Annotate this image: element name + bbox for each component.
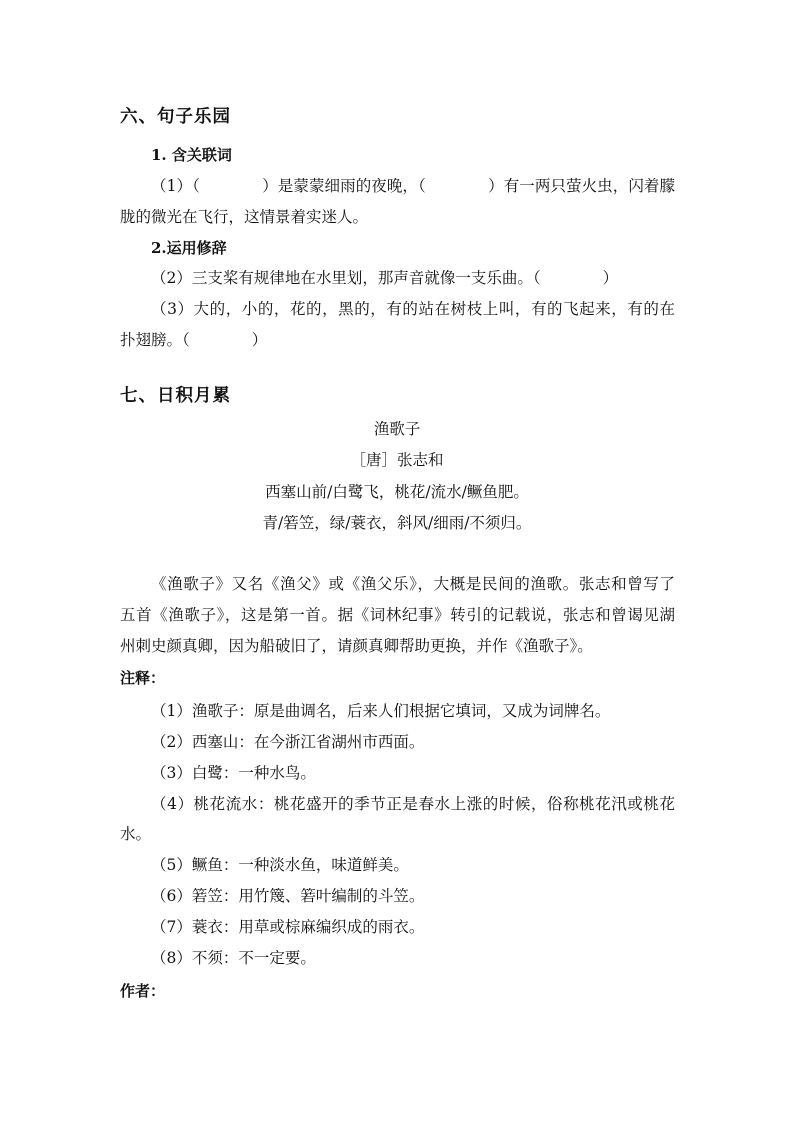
question-3-line-2: 扑翅膀。（ ） [120,331,268,349]
note-item: （6）箬笠：用竹篾、箬叶编制的斗笠。 [151,887,425,905]
subheading-rhetoric: 2.运用修辞 [151,239,227,257]
intro-line-1: 《渔歌子》又名《渔父》或《渔父乐》，大概是民间的渔歌。张志和曾写了 [151,575,675,593]
section6-title: 六、句子乐园 [120,107,231,127]
question-1-line-1: （1）（ ）是蒙蒙细雨的夜晚，（ ）有一两只萤火虫，闪着朦 [151,177,675,195]
note-item: （7）蓑衣：用草或棕麻编织成的雨衣。 [151,918,425,936]
question-1-line-2: 胧的微光在飞行，这情景着实迷人。 [120,208,369,226]
poem-title: 渔歌子 [373,420,421,438]
poem-author: ［唐］张志和 [350,451,444,469]
section7-title: 七、日积月累 [120,386,231,406]
author-label: 作者： [120,982,166,1000]
intro-line-3: 州刺史颜真卿，因为船破旧了，请颜真卿帮助更换，并作《渔歌子》。 [120,637,593,655]
notes-label: 注释： [120,669,166,687]
note-item: （4）桃花流水：桃花盛开的季节正是春水上涨的时候，俗称桃花汛或桃花 [151,795,675,813]
note-item: （5）鳜鱼：一种淡水鱼，味道鲜美。 [151,856,409,874]
subheading-conjunctions: 1. 含关联词 [151,146,232,164]
poem-line-1: 西塞山前/白鹭飞，桃花/流水/鳜鱼肥。 [265,483,529,501]
note-item: （2）西塞山：在今浙江省湖州市西面。 [151,733,425,751]
note-item-continued: 水。 [120,825,152,843]
note-item: （3）白鹭：一种水鸟。 [151,764,316,782]
question-2: （2）三支桨有规律地在水里划，那声音就像一支乐曲。（ ） [151,269,619,287]
question-3-line-1: （3）大的，小的，花的，黑的，有的站在树枝上叫，有的飞起来，有的在 [151,300,675,318]
poem-line-2: 青/箬笠，绿/蓑衣，斜风/细雨/不须归。 [262,514,532,532]
note-item: （8）不须：不一定要。 [151,949,316,967]
note-item: （1）渔歌子：原是曲调名，后来人们根据它填词，又成为词牌名。 [151,702,611,720]
intro-line-2: 五首《渔歌子》，这是第一首。据《词林纪事》转引的记载说，张志和曾谒见湖 [120,606,675,624]
